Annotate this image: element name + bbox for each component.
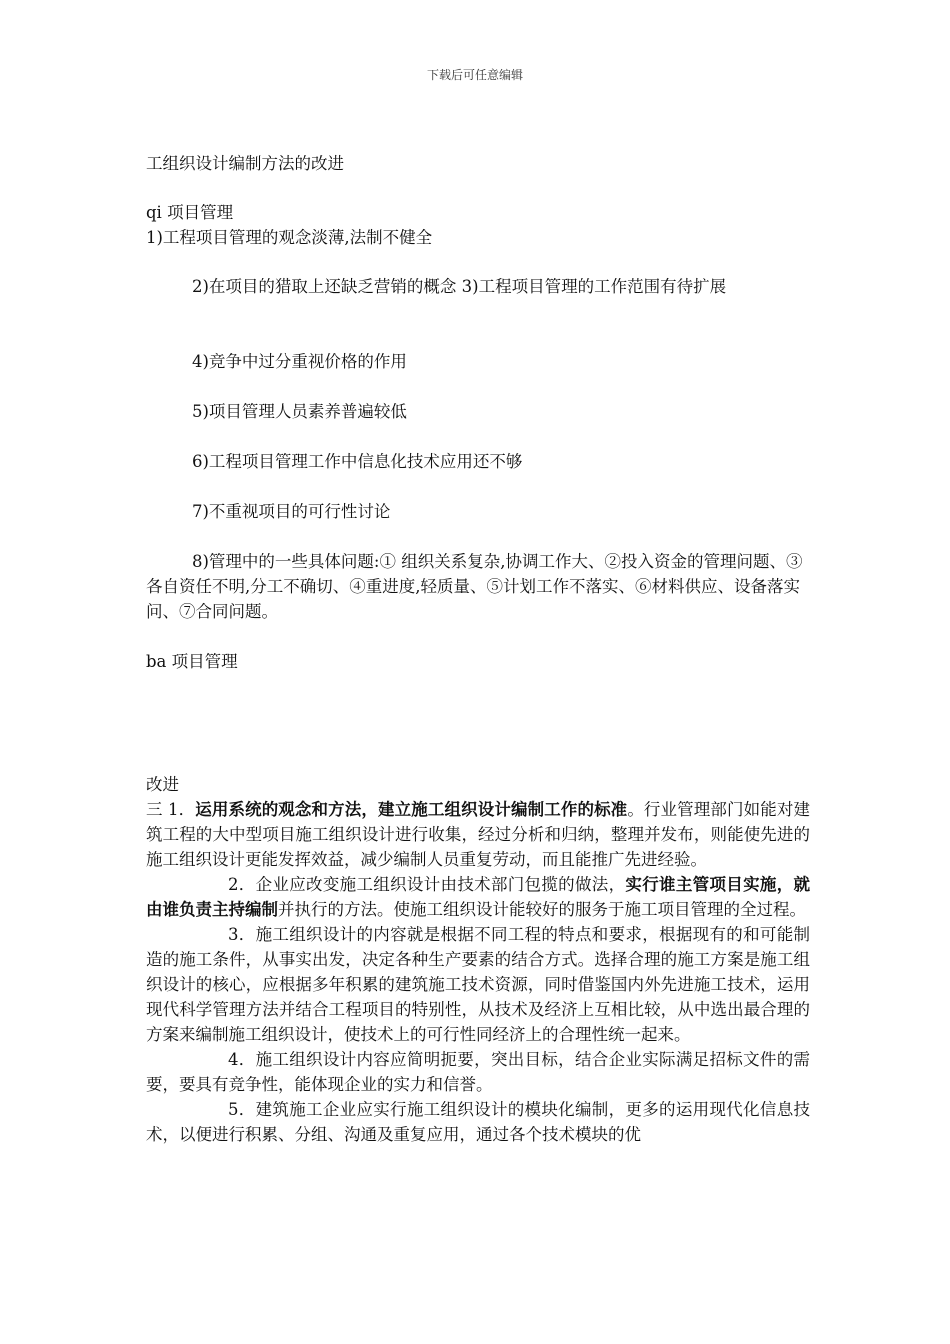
improvement-para-1 [146, 797, 810, 872]
para-2-emphasis: 实行谁主管项目实施，就由谁负责主持编制 [146, 875, 811, 919]
list-item-6: 6)工程项目管理工作中信息化技术应用还不够 [192, 452, 523, 471]
improvement-para-3: 3．施工组织设计的内容就是根据不同工程的特点和要求，根据现有的和可能制造的施工条件，从事实出发，决定各种生产要素的结合方式。选择合理的施工方案是施工组织设计的核心，应根据多年积累的建筑施工技术资源，同时借鉴国内外先进施工技术，运用现代科学管理方法并结合工程项目的特别性，从技术及经济上互相比较，从中选出最合理的方案来编制施工组织设计，使技术上的可行性同经济上的合理性统一起来。 [146, 925, 810, 1044]
page-header-note: 下载后可任意编辑 [426, 68, 523, 82]
para-1-text: 。行业管理部门如能对建筑工程的大中型项目施工组织设计进行收集，经过分析和归纳，整理并发布，则能使先进的施工组织设计更能发挥效益，减少编制人员重复劳动，而且能推广先进经验。 [146, 800, 811, 869]
improvement-heading: 改进 [146, 775, 179, 794]
list-item-1: 1)工程项目管理的观念淡薄,法制不健全 [146, 228, 433, 247]
improvement-para-5: 5．建筑施工企业应实行施工组织设计的模块化编制，更多的运用现代化信息技术，以便进行积累、分组、沟通及重复应用，通过各个技术模块的优 [146, 1100, 810, 1144]
list-item-7: 7)不重视项目的可行性讨论 [192, 502, 391, 521]
improvement-para-2 [146, 872, 810, 922]
document-title: 工组织设计编制方法的改进 [146, 154, 344, 173]
list-item-2-3: 2)在项目的猎取上还缺乏营销的概念 3)工程项目管理的工作范围有待扩展 [192, 277, 727, 296]
section-heading-ba: ba 项目管理 [146, 652, 238, 671]
improvement-body [146, 797, 810, 1147]
improvement-para-4: 4．施工组织设计内容应简明扼要，突出目标，结合企业实际满足招标文件的需要，要具有竞争性，能体现企业的实力和信誉。 [146, 1050, 810, 1094]
para-1-emphasis: 运用系统的观念和方法，建立施工组织设计编制工作的标准 [195, 800, 628, 819]
section-heading-qi: qi 项目管理 [146, 203, 234, 222]
para-1-prefix: 三 1． [146, 800, 196, 819]
para-2-text: 并执行的方法。使施工组织设计能较好的服务于施工项目管理的全过程。 [278, 900, 806, 919]
list-item-5: 5)项目管理人员素养普遍较低 [192, 402, 407, 421]
para-2-prefix: 2．企业应改变施工组织设计由技术部门包揽的做法， [228, 875, 626, 894]
list-item-4: 4)竞争中过分重视价格的作用 [192, 352, 407, 371]
list-item-8: 8)管理中的一些具体问题:① 组织关系复杂,协调工作大、②投入资金的管理问题、③各自资任不明,分工不确切、④重进度,轻质量、⑤计划工作不落实、⑥材料供应、设备落实问、⑦合同问题。 [146, 552, 803, 621]
